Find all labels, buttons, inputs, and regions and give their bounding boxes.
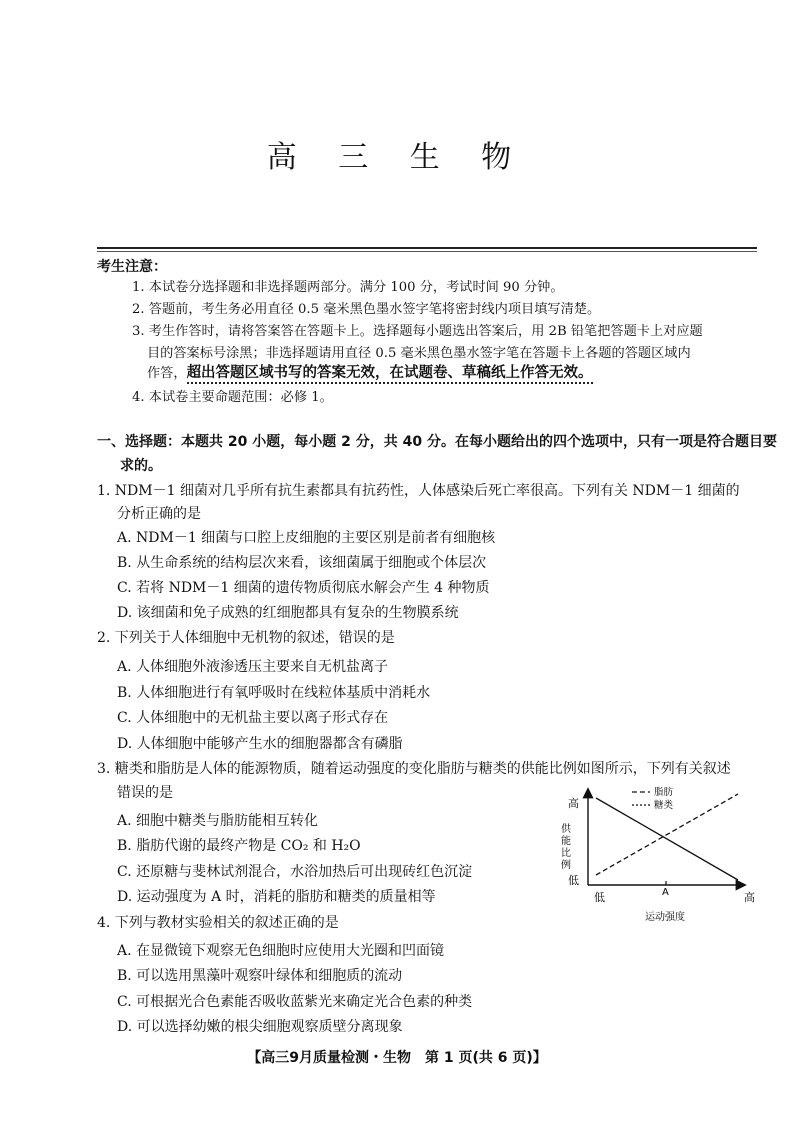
section-heading: 一、选择题：本题共 20 小题，每小题 2 分，共 40 分。在每小题给出的四个选项中，只有一项是符合题目要 bbox=[97, 434, 777, 450]
question-4-option-d: D. 可以选择幼嫩的根尖细胞观察质壁分离现象 bbox=[117, 1019, 403, 1035]
notice-item-3-cont: 目的答案标号涂黑；非选择题请用直径 0.5 毫米黑色墨水签字笔在答题卡上各题的答题区域内 bbox=[147, 346, 691, 361]
page-footer: 【高三9月质量检测・生物 第 1 页(共 6 页)】 bbox=[247, 1050, 547, 1066]
notice-item-3-prefix: 作答， bbox=[147, 366, 187, 381]
y-axis-label bbox=[561, 822, 572, 871]
question-2-option-d: D. 人体细胞中能够产生水的细胞器都含有磷脂 bbox=[117, 736, 403, 752]
y-high-label: 高 bbox=[568, 797, 579, 810]
section-heading-cont: 求的。 bbox=[120, 458, 162, 474]
question-3-stem: 3. 糖类和脂肪是人体的能源物质，随着运动强度的变化脂肪与糖类的供能比例如图所示，下列有关叙述 bbox=[97, 761, 731, 777]
question-3-option-a: A. 细胞中糖类与脂肪能相互转化 bbox=[117, 813, 319, 829]
svg-text:比: 比 bbox=[561, 848, 571, 859]
question-1-option-d: D. 该细菌和免子成熟的红细胞都具有复杂的生物膜系统 bbox=[117, 605, 459, 621]
svg-text:供: 供 bbox=[561, 824, 571, 835]
question-1-option-c: C. 若将 NDM－1 细菌的遗传物质彻底水解会产生 4 种物质 bbox=[117, 580, 490, 596]
notice-warning-emphasis: 超出答题区域书写的答案无效，在试题卷、草稿纸上作答无效。 bbox=[187, 365, 593, 384]
question-4-option-b: B. 可以选用黑藻叶观察叶绿体和细胞质的流动 bbox=[117, 968, 403, 984]
notice-item-2: 2. 答题前，考生务必用直径 0.5 毫米黑色墨水签字笔将密封线内项目填写清楚。 bbox=[132, 302, 601, 317]
svg-text:例: 例 bbox=[561, 860, 571, 871]
notice-item-1: 1. 本试卷分选择题和非选择题两部分。满分 100 分，考试时间 90 分钟。 bbox=[132, 280, 564, 295]
question-4-stem: 4. 下列与教材实验相关的叙述正确的是 bbox=[97, 915, 339, 931]
legend-sugar: 糖类 bbox=[654, 800, 674, 811]
question-1-option-a: A. NDM－1 细菌与口腔上皮细胞的主要区别是前者有细胞核 bbox=[117, 530, 496, 546]
notice-heading: 考生注意： bbox=[97, 259, 167, 275]
notice-item-3: 3. 考生作答时，请将答案答在答题卡上。选择题每小题选出答案后，用 2B 铅笔把答题卡上对应题 bbox=[132, 324, 703, 339]
question-3-option-b: B. 脂肪代谢的最终产物是 CO₂ 和 H₂O bbox=[117, 838, 361, 854]
question-1-stem: 1. NDM－1 细菌对几乎所有抗生素都具有抗药性，人体感染后死亡率很高。下列有关 NDM－1 细菌的 bbox=[97, 483, 740, 499]
x-low-label: 低 bbox=[594, 891, 605, 904]
marker-a-label: A bbox=[662, 887, 669, 898]
question-2-stem: 2. 下列关于人体细胞中无机物的叙述，错误的是 bbox=[97, 630, 395, 646]
question-4-option-c: C. 可根据光合色素能否吸收蓝紫光来确定光合色素的种类 bbox=[117, 994, 473, 1010]
question-1-stem-cont: 分析正确的是 bbox=[117, 506, 201, 522]
notice-item-3-end bbox=[147, 364, 593, 383]
notice-item-4: 4. 本试卷主要命题范围：必修 1。 bbox=[132, 390, 333, 405]
legend-fat: 脂肪 bbox=[654, 787, 674, 798]
page-title: 高 三 生 物 bbox=[266, 140, 528, 175]
x-axis-label: 运动强度 bbox=[645, 912, 685, 923]
question-2-option-c: C. 人体细胞中的无机盐主要以离子形式存在 bbox=[117, 710, 389, 726]
question-4-option-a: A. 在显微镜下观察无色细胞时应使用大光圈和凹面镜 bbox=[117, 943, 445, 959]
y-low-label: 低 bbox=[568, 874, 579, 887]
question-1-option-b: B. 从生命系统的结构层次来看，该细菌属于细胞或个体层次 bbox=[117, 555, 487, 571]
svg-text:能: 能 bbox=[561, 836, 571, 847]
x-high-label: 高 bbox=[744, 891, 755, 904]
question-2-option-a: A. 人体细胞外液渗透压主要来自无机盐离子 bbox=[117, 659, 389, 675]
question-2-option-b: B. 人体细胞进行有氧呼吸时在线粒体基质中消耗水 bbox=[117, 685, 431, 701]
header-divider-thin bbox=[97, 251, 757, 252]
energy-ratio-figure bbox=[558, 780, 758, 925]
question-3-option-c: C. 还原糖与斐林试剂混合，水浴加热后可出现砖红色沉淀 bbox=[117, 864, 473, 880]
header-divider bbox=[97, 247, 757, 249]
question-3-option-d: D. 运动强度为 A 时，消耗的脂肪和糖类的质量相等 bbox=[117, 889, 436, 905]
question-3-stem-cont: 错误的是 bbox=[117, 785, 173, 801]
